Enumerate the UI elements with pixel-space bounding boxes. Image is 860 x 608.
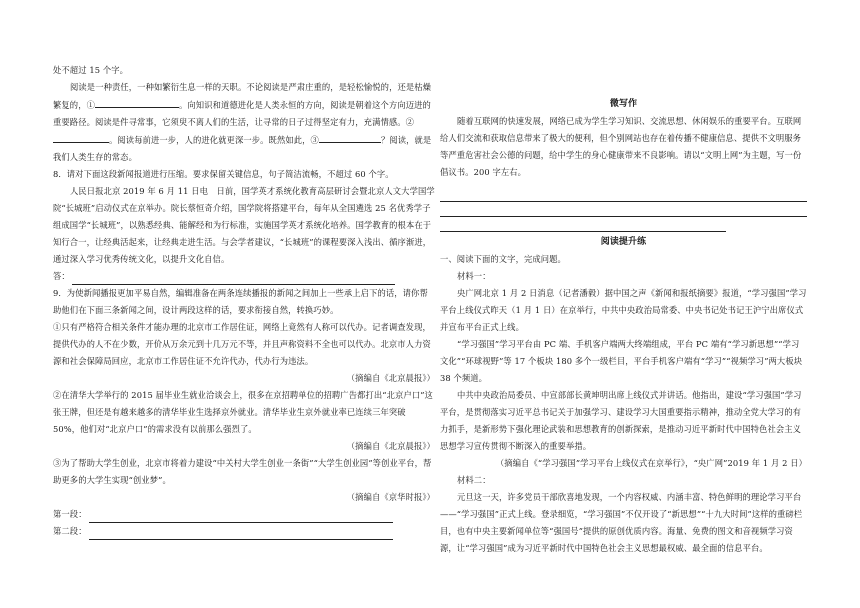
segment-1-line[interactable] (89, 511, 393, 523)
blank-3[interactable] (319, 131, 381, 143)
left-column (53, 62, 435, 540)
continued-text: 处不超过 15 个字。 (53, 65, 129, 75)
segment-1-answer[interactable] (53, 506, 435, 523)
news-source-2: （摘编自《北京晨报》） (346, 441, 435, 451)
news-source-3: （摘编自《京华时报》） (346, 492, 435, 502)
material-1-label: 材料一： (457, 271, 491, 281)
writing-title: 微写作 (609, 99, 638, 109)
material-1-source: （摘编自《“学习强国”学习平台上线仪式在京举行》，“央广网”2019 年 1 月 2 日） (495, 458, 807, 468)
reading-text-2: 。向知识和道德进化是人类永恒的方向，阅读是朝着这个方向迈进的重要路径。阅读是件寻常事，它须臾不离人们的生活，让寻常的日子过得坚定有力，充满情感。② (53, 100, 431, 127)
news-item-3: ③为了帮助大学生创业，北京市将着力建设“中关村大学生创业一条街”“大学生创业园”等创业平台，帮助更多的大学生实现“创业梦”。 (53, 458, 432, 485)
news-source-1: （摘编自《北京晨报》） (346, 373, 435, 383)
answer-label: 答： (53, 271, 70, 281)
reading-text-1: 阅读是一种责任，一种如繁衍生息一样的天职。不论阅读是严肃庄重的，是轻松愉悦的，还是枯燥繁复的，① (53, 82, 432, 110)
material-2-label: 材料二： (457, 475, 491, 485)
material-1-para-3: 中共中央政治局委员、中宣部部长黄坤明出席上线仪式并讲话。他指出，建设“学习强国”学习平台，是贯彻落实习近平总书记关于加强学习、建设学习大国重要指示精神，推动全党大学习的有力抓手，是新形势下强化理论武装和思想教育的创新探索，是推动习近平新时代中国特色社会主义思想学习宣传贯彻不断深入的重要举措。 (440, 390, 802, 451)
writing-prompt: 随着互联网的快速发展，网络已成为学生学习知识、交流思想、休闲娱乐的重要平台。互联网给人们交流和获取信息带来了极大的便利，但个别网站也存在着传播不健康信息、提供不文明服务等严重危害社会公德的问题，给中学生的身心健康带来不良影响。请以“文明上网”为主题，写一份倡议书。200 字左右。 (440, 116, 802, 177)
blank-1[interactable] (95, 96, 179, 108)
reading-title: 阅读提升练 (600, 237, 647, 247)
segment-2-line[interactable] (89, 528, 393, 540)
news-item-2: ②在清华大学举行的 2015 届毕业生就业洽谈会上，很多在京招聘单位的招聘广告都打出“北京户口”这张王牌，但还是有越来越多的清华毕业生选择京外就业。清华毕业生京外就业率已连续三年突破 50%，他们对“北京户口”的需求没有以前那么强烈了。 (53, 390, 433, 434)
writing-line-3[interactable] (440, 217, 726, 232)
segment-2-label: 第二段： (53, 526, 87, 536)
material-1-para-1: 央广网北京 1 月 2 日消息（记者潘毅）据中国之声《新闻和报纸摘要》报道，“学习强国”学习平台上线仪式昨天（1 月 1 日）在京举行，中共中央政治局常委、中央书记处书记王沪宁出席仪式并宣布平台正式上线。 (440, 288, 807, 332)
question-9-prompt: 9．为使新闻播报更加平易自然，编辑准备在两条连续播报的新闻之间加上一些承上启下的话，请你帮助他们在下面三条新闻之间，设计两段这样的话，要求衔接自然，转换巧妙。 (53, 288, 428, 315)
reading-text-3: 。阅读每前进一步，人的进化就更深一步。既然如此，③ (109, 135, 319, 145)
news-item-1: ①只有严格符合相关条件才能办理的北京市工作居住证，网络上竟然有人称可以代办。记者调查发现，提供代办的人不在少数，开价从万余元到十几万元不等，并且声称资料不全也可以代办。北京市人力资源和社会保障局回应，北京市工作居住证不允许代办，代办行为违法。 (53, 322, 431, 366)
material-1-para-2: “学习强国”学习平台由 PC 端、手机客户端两大终端组成，平台 PC 端有“学习新思想”“学习文化”“环球视野”等 17 个板块 180 多个一级栏目，平台手机客户端有“学习”“视频学习”两大板块 38 个频道。 (440, 339, 803, 383)
segment-2-answer[interactable] (53, 523, 435, 540)
question-8-prompt: 8．请对下面这段新闻报道进行压缩。要求保留关键信息，句子简洁流畅，不超过 60 个字。 (53, 169, 394, 179)
right-column (440, 96, 807, 557)
blank-2[interactable] (53, 131, 109, 143)
writing-line-2[interactable] (440, 202, 807, 217)
writing-line-1[interactable] (440, 187, 807, 202)
material-2-para-1: 元旦这一天，许多党员干部欣喜地发现，一个内容权威、内涵丰富、特色鲜明的理论学习平台——“学习强国”正式上线。登录细览，“学习强国”不仅开设了“新思想”“十九大时间”这样的重磅栏目，也有中央主要新闻单位等“强国号”提供的原创优质内容。海量、免费的图文和音视频学习资源，让“学习强国”成为习近平新时代中国特色社会主义思想最权威、最全面的信息平台。 (440, 492, 803, 553)
reading-fill-paragraph (53, 79, 435, 166)
reading-text-4: ？阅读，就是我们人类生存的常态。 (53, 135, 432, 162)
question-8-news: 人民日报北京 2019 年 6 月 11 日电 日前，国学英才系统化教育高层研讨会暨北京人文大学国学院“长城班”启动仪式在京举办。院长蔡恒奇介绍，国学院将搭建平台，每年从全国遴选 25 名优秀学子组成国学“长城班”，以熟悉经典、能解经和为行标准，实施国学英才系统化培养。国学教育的根本在于知行合一，让经典活起来，让经典走进生活。与会学者建议，“长城班”的课程要深入浅出、循序渐进，通过深入学习优秀传统文化，以提升文化自信。 (53, 186, 435, 264)
answer-line[interactable] (72, 273, 395, 285)
segment-1-label: 第一段： (53, 509, 87, 519)
section-1-heading: 一、阅读下面的文字，完成问题。 (440, 254, 566, 264)
question-8-answer[interactable] (53, 268, 435, 285)
